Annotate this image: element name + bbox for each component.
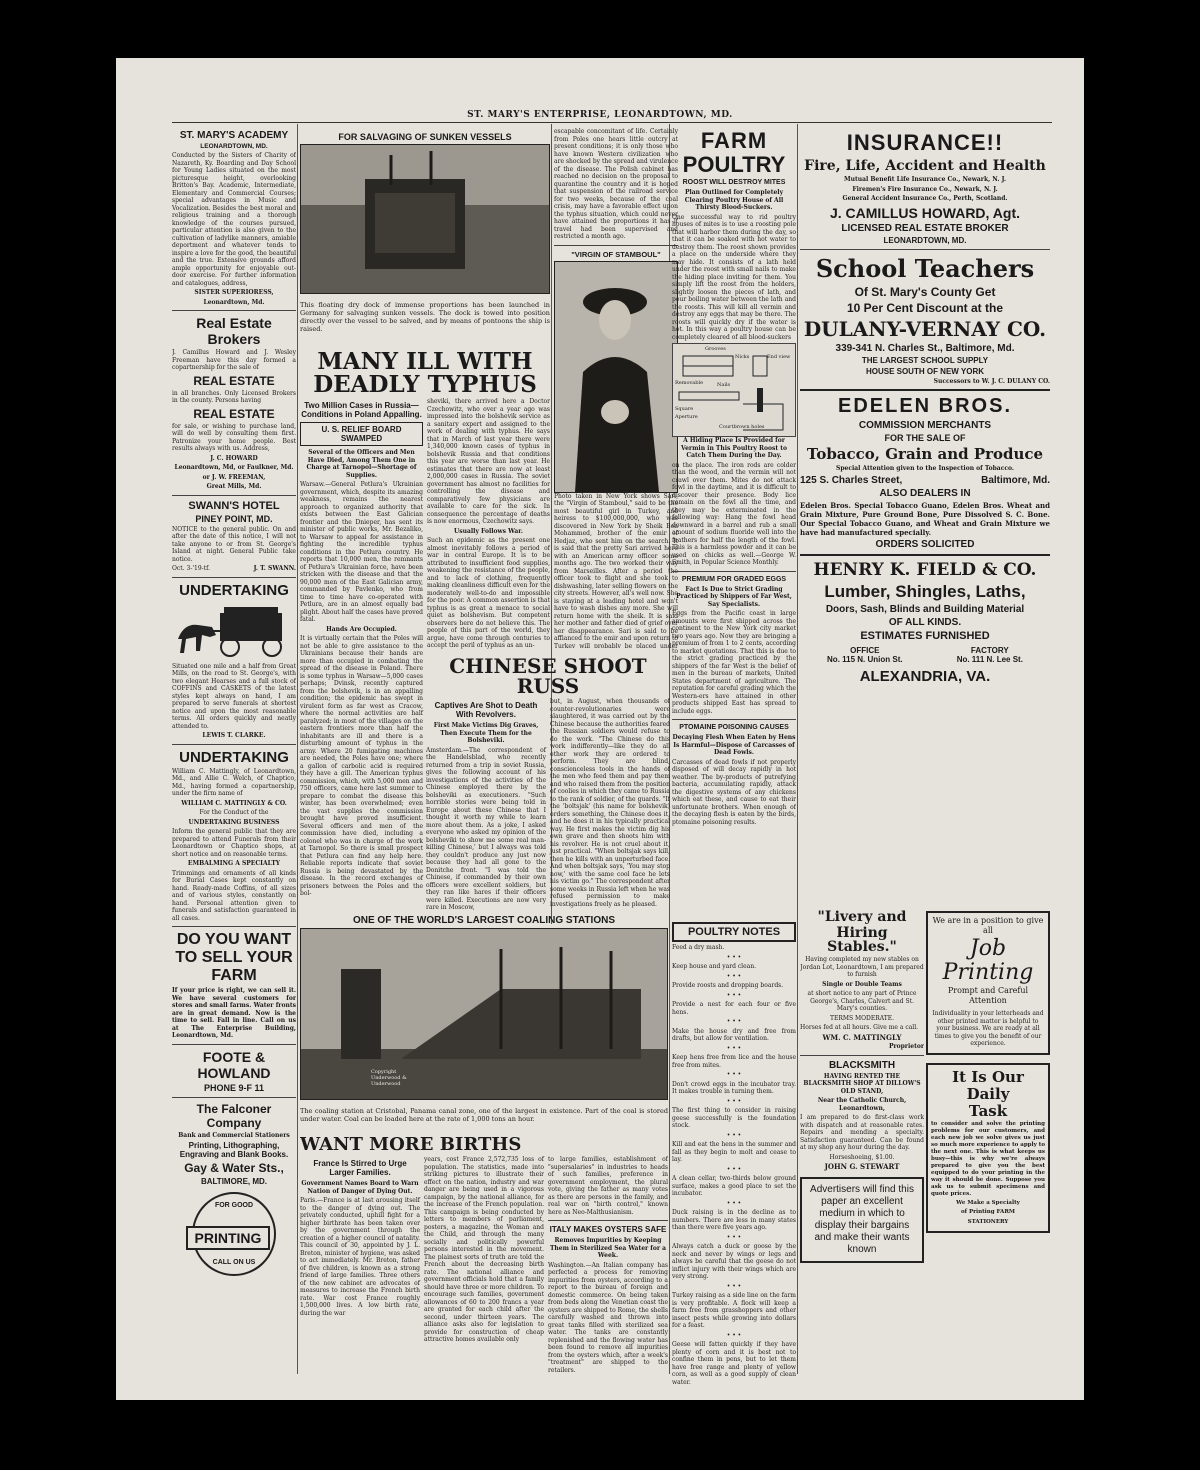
births-body3: to large families, establishment of "supersalaries" in industries to heads of such families, preference in government employment, the plural vote, giving the father as many votes as there are persons in the family, and real war on "birth control," known here as Neo-Malthusianism. [548,1156,668,1216]
daily-task-foot: STATIONERY [967,1218,1009,1225]
note-separator: • • • [726,1071,742,1078]
academy-sign-place: Leonardtown, Md. [203,298,265,306]
undertaking2-title: UNDERTAKING [179,748,289,766]
falconer-title: The Falconer Company [196,1101,272,1130]
field-city: ALEXANDRIA, VA. [859,667,991,685]
livery-column [800,908,924,1388]
livery-body: Having completed my new stables on Jordan Lot, Leonardtown, I am prepared to furnish [800,956,924,978]
insurance-title: INSURANCE!! [846,130,1004,155]
poultry-note: Make the house dry and free from drafts, but allow for ventilation. [672,1027,796,1042]
real-estate-title: Real Estate Brokers [196,315,272,347]
real-estate-addr: Great Mills, Md. [206,483,262,490]
edelen-special: Special Attention given to the Inspection of Tobacco. [836,465,1014,472]
salvage-photo [300,144,550,294]
poultry-note: Geese will fatten quickly if they have plenty of corn and it is best not to confine them in pens, but to let them have free range and plenty of yellow corn, as well as a good supply of clean water. [672,1341,796,1386]
roost-figure [672,343,796,437]
typhus-relief: U. S. RELIEF BOARD SWAMPED [300,422,423,446]
note-separator: • • • [726,1097,742,1105]
fig-label: End view [767,354,791,360]
fig-label: Courtbrown holes [719,424,765,430]
daily-task-foot: of Printing FARM [961,1209,1015,1215]
academy-sign: SISTER SUPERIORESS, [194,289,274,296]
stamp-top: FOR GOOD [214,1202,254,1209]
roost-headline: ROOST WILL DESTROY MITES [682,179,786,186]
field-est: ESTIMATES FURNISHED [860,629,990,642]
poultry-notes-list [672,944,796,1386]
roost-sub: Plan Outlined for Completely Clearing Poultry House of All Thirsty Blood-Suckers. [684,189,784,211]
undertaking2-biz: UNDERTAKING BUSINESS [188,818,280,826]
falconer-line1: Bank and Commercial Stationers [178,1131,290,1139]
graded-headline: PREMIUM FOR GRADED EGGS [681,575,787,583]
job-line1: We are in a position to give all [932,916,1044,935]
undertaking2-body2: Inform the general public that they are prepared to attend Funerals from their Leonardtown or Chaptico shops, at short notice and on reasonable terms. [172,828,296,858]
coaling-credit [371,1069,407,1087]
livery-body3: Horses fed at all hours. Give me a call. [800,1024,919,1031]
teachers-succ: Successors to W. J. C. DULANY CO. [933,377,1050,385]
undertaking-sign: LEWIS T. CLARKE. [202,732,266,739]
falconer-line2: Printing, Lithographing, Engraving and Blank Books. [179,1141,289,1159]
blacksmith-sign: JOHN G. STEWART [824,1162,900,1171]
poultry-note: Don't crowd eggs in the incubator tray. It makes trouble in turning them. [672,1080,796,1095]
salvage-block [300,130,550,348]
teachers-house2: HOUSE SOUTH OF NEW YORK [865,366,985,376]
teachers-line1: Of St. Mary's County Get [854,284,996,299]
poultry-notes [672,920,796,1390]
note-separator: • • • [726,1282,742,1290]
births-sub: France Is Stirred to Urge Larger Families. [313,1159,407,1177]
undertaking2-for: For the Conduct of the [199,809,269,816]
poultry-note: The first thing to consider in raising geese successfully is the foundation stock. [672,1107,796,1129]
field-factory-label: FACTORY [970,645,1009,655]
typhus-war: Usually Follows War. [454,527,523,535]
note-separator: • • • [726,1331,742,1339]
undertaking-title: UNDERTAKING [179,581,289,599]
swann-date: Oct. 3-'19-tf. [172,565,210,572]
daily-task-foot: We Make a Specialty [956,1199,1020,1206]
top-rule [172,122,1052,123]
note-separator: • • • [726,1233,742,1241]
undertaking-body: Situated one mile and a half from Great Mills, on the road to St. George's, with two elegant Hearses and a full stock of COFFINS and CASKETS of the latest styles kept always on hand, I am prepared to serve funerals at shortest notice and upon the most reasonable terms. All orders quickly and neatly attended to. [172,662,296,730]
coaling-credit-line: Underwood [371,1081,401,1087]
coaling-image [301,929,667,1099]
printing-column [926,908,1050,1388]
edelen-address [800,475,1050,486]
blacksmith-body: HAVING RENTED THE BLACKSMITH SHOP AT DILLOW'S OLD STAND, [803,1072,921,1095]
edelen-title: EDELEN BROS. [837,395,1013,417]
job-big2: Printing [942,960,1034,985]
column-4-top [554,128,678,648]
oysters-body: Washington.—An Italian company has perfected a process for removing impurities from oysters, according to a report to the bureau of foreign and domestic commerce. On being taken from beds along the Venetian coast the oysters are shipped to Rome, the shells carefully washed and thrown into great tanks filled with sterilized sea water. The tanks are constantly replenished and the flowing water has been found to remove all impurities from the oysters which, after a week's "treatment" are shipped to the retailers. [548,1261,668,1374]
livery-prop: Proprietor [888,1043,924,1050]
swann-body: NOTICE to the general public. On and after the date of this notice, I will not take anyone to or from St. George's Island at night. General Public take notice. [172,525,296,563]
fig-label: Nicks [735,354,750,360]
note-separator: • • • [726,1018,742,1025]
advertisers-body: Advertisers will find this paper an excellent medium in which to display their bargains and make their wants known [810,1183,914,1255]
advertisers-box [800,1177,924,1263]
newspaper-page [116,58,1084,1400]
typhus-body2: It is virtually certain that the Poles will not be able to give assistance to the Ukrainians because their hands are more than occupied in combating the spread of the disease in Poland. There is some typhus in Warsaw—5,000 cases perhaps; Dvinsk, recently captured from the bolshevik, is in an appalling condition; the epidemic has swept in virulent form as far west as Cracow, where the normal activities are half paralyzed; in most of the villages on the eastern frontiers more than half the inhabitants are ill and there is a disturbing amount of typhus in the army. Where 20 fumigating machines are needed, the Poles have one; where a gallon of carbolic acid is required they have a gill. The American typhus commission, which, with 5,000 men and 750 officers, came here last summer to prepare to combat the disease this winter, has been overwhelmed; even the vast supplies the commission brought have proved insufficient. Several officers and men of the commission have died, including a colonel who was in charge of the work at Tarnopol. So there is small prospect that Petlura can find any help here. Reliable reports indicate that soviet Russia is being devastated by the disease. In the record exchanges of prisoners between the Poles and the bol- [300,635,423,897]
poultry-note: Keep hens free from lice and the house free from mites. [672,1054,796,1069]
poultry-note: Duck raising is in the decline as to numbers. There are less in many states than there were five years ago. [672,1209,796,1231]
livery-body2: at short notice to any part of Prince George's, Charles, Calvert and St. Mary's counties. [807,990,917,1012]
field-line3: OF ALL KINDS. [888,616,962,628]
real-estate-addr: Leonardtown, Md, or Faulkner, Md. [174,464,294,471]
undertaking2-body: William C. Mattingly, of Leonardtown, Md., and Allie C. Welch, of Chaptico, Md., having formed a copartnership, under the firm name of [172,767,296,797]
russ-article [426,654,670,910]
job-printing-box [926,911,1050,1055]
salvage-title: FOR SALVAGING OF SUNKEN VESSELS [338,132,512,142]
stamboul-title: "VIRGIN OF STAMBOUL" [571,249,661,259]
blacksmith-near: Near the Catholic Church, Leonardtown, [817,1097,907,1112]
roost-fig-caption: A Hiding Place Is Provided for Vermin in This Poultry Roost to Catch Them During the Day. [681,437,787,459]
hearse-illustration [172,601,296,659]
academy-body: Conducted by the Sisters of Charity of Nazareth, Ky. Boarding and Day School for Young Ladies situated on the most picturesque height, overlooking Britton's Bay. Academic, Intermediate, Elementary and Commercial Courses; special advantages in Music and Vocalization. Besides the best moral and religious training and a thorough knowledge of the courses pursued, particular attention is also given to the cultivation of ladylike manners, amiable deportment and whatever tends to inspire a love for the good, the beautiful and the true. Extensive grounds afford ample opportunity for enjoyable out-door exercise. For further information and catalogues, address, [172,152,296,287]
falconer-city: BALTIMORE, MD. [200,1177,268,1186]
field-line1: Lumber, Shingles, Laths, [824,581,1026,601]
column-1 [172,128,296,1378]
births-headline: WANT MORE BIRTHS [300,1134,522,1155]
job-line2: Prompt and Careful Attention [947,986,1029,1005]
portrait-image [555,262,677,492]
daily-task-box [926,1063,1050,1234]
column-rule [297,124,298,1374]
teachers-firm: DULANY-VERNAY CO. [803,316,1047,341]
field-office-label: OFFICE [850,645,880,655]
coaling-credit-line: Underwood & [371,1075,407,1081]
note-separator: • • • [726,1131,742,1139]
field-office [827,646,903,664]
livery-title1: "Livery and [817,909,907,925]
job-big1: Job [969,936,1007,961]
insurance-co: Mutual Benefit Life Insurance Co., Newark, N. J. [843,176,1007,183]
coaling-photo [300,928,668,1100]
roost-body: One successful way to rid poultry houses of mites is to use a roosting pole that will harbor them during the day, so that it can be soaked with hot water to destroy them. The roost shown provides a place on the underside where they may hide. It consists of a lath held under the roost with small nails to make the hiding place inviting for them. You simply lift the roost from the holders, slightly loosen the pieces of lath, and pour boiling water between the lath and the roosts. This will kill all vermin and destroy any eggs that may be there. The roosts will quickly dry if the water is hot. In this way a poultry house can be completely cleared of all blood-suckers [672,213,796,341]
stamp-word: PRINTING [186,1226,270,1250]
field-office-addr: No. 115 N. Union St. [827,654,903,664]
blacksmith-price: Horseshoeing, $1.00. [829,1153,895,1161]
note-separator: • • • [726,1165,742,1173]
edelen-orders: ORDERS SOLICITED [875,538,975,550]
insurance-co: Firemen's Fire Insurance Co., Newark, N. J. [852,185,998,193]
note-separator: • • • [726,1199,742,1207]
livery-title2: Hiring Stables." [827,925,897,955]
teachers-title: School Teachers [815,253,1035,283]
graded-sub: Fact Is Due to Strict Grading Practiced by Shippers of Far West, Say Specialists. [676,585,792,608]
russ-body2: but, in August, when thousands of counter-revolutionaries were slaughtered, it was carried out by the Chinese because the authorities feared the Russian soldiers would refuse to do the work. "The Chinese do this work indifferently—like they do all other work they are ordered to perform. They are blind, conscienceless tools in the hands of the men who feed them and pay them and who raised them from the position of coolies in which they came to Russia to the rank of soldier, of the guards. "If the 'boltsjak' (his name for bolshevik) orders something, the Chinese does it, and he does it in his typically practical way. He first makes the victim dig his own grave and then shoots him with his revolver. He is not cruel about it, just practical. "When boltsjak says kill, then he kills with an unperturbed face. And when boltsjak says, 'You may stop now,' with the same cool face he lets his victim go." The correspondent after some weeks in Russia left when he was refused permission to make investigations freely as he pleased. [550,698,670,908]
poultry-note: Turkey raising as a side line on the farm is very profitable. A flock will keep a farm free from grasshoppers and other insect pests while growing into dollars for a feast. [672,1292,796,1329]
poultry-logo: POULTRY [682,152,786,177]
edelen-city: Baltimore, Md. [981,474,1050,486]
note-separator: • • • [726,1044,742,1052]
livery-terms: TERMS MODERATE. [829,1014,895,1022]
births-body2: years, cost France 2,572,735 loss of population. The statistics, made into striking pictures to illustrate their effect on the nation, industry and war danger are being used in a vigorous campaign, by the national alliance, for the increase of the French population. This campaign is being conducted by letters to members of parliament, posters, a magazine, the Woman and the Child, and through the many socially and politically powerful persons interested in the movement. The plainest sorts of truth are told the French about the decreasing birth rate. The national alliance and government officials hold that a family should have three or more children. To encourage such families, government allowances of 60 to 200 francs a year are granted for each child after the second, under thirteen years. The alliance asks also for legislation to provide for construction of cheap attractive homes available only [424,1156,544,1343]
poultry-note: Keep house and yard clean. [672,963,756,970]
academy-title: ST. MARY'S ACADEMY [179,130,289,141]
swann-sign: J. T. SWANN. [253,565,296,572]
fig-label: Removable [675,380,704,386]
real-estate-h2: REAL ESTATE [193,406,275,421]
typhus-headline: MANY ILL WITH DEADLY TYPHUS [313,348,537,398]
births-deck: Government Names Board to Warn Nation of Danger of Dying Out. [301,1180,419,1195]
insurance-place: LEONARDTOWN, MD. [883,235,967,245]
births-article [300,1134,668,1384]
ptomaine-headline: PTOMAINE POISONING CAUSES [679,724,789,731]
insurance-broker: LICENSED REAL ESTATE BROKER [841,222,1009,234]
field-line2: Doors, Sash, Blinds and Building Material [825,603,1025,615]
falconer-addr: Gay & Water Sts., [184,1161,284,1175]
oysters-headline: ITALY MAKES OYSTERS SAFE [549,1225,667,1234]
poultry-notes-title: POULTRY NOTES [672,922,796,942]
coaling-caption: The coaling station at Cristobal, Panama canal zone, one of the largest in existence. Part of the coal is stored under water. Coal can be loaded here at the rate of 1,000 tons an hour. [300,1106,668,1123]
edelen-addr: 125 S. Charles Street, [800,474,903,486]
foote-phone: PHONE 9-F 11 [203,1082,265,1093]
academy-place: LEONARDTOWN, MD. [200,143,268,150]
poultry-note: Provide a nest for each four or five hens. [672,1001,796,1016]
stamp-bottom: CALL ON US [212,1259,256,1266]
ptomaine-sub: Decaying Flesh When Eaten by Hens Is Harmful—Dispose of Carcasses of Dead Fowls. [672,734,796,756]
stamboul-caption: Photo taken in New York shows Sari, the "Virgin of Stamboul," said to be the most beautiful girl in Turkey, and heiress to $100,000,000, who was discovered in New York by Sheik Ben Mohammed, brother of the emir of Hedjaz, who sent him on the search. It is said that the pretty Sari arrived here with an American army officer some months ago. The two worked their way from Marseilles. After a period the officer took to flight and she took to dishwashing, later selling flowers on the city streets. However, all's well now. She is staying at a leading hotel and won't have to wash dishes any more. She will return home with the sheik. It is said her mother and father died of grief over her disappearance. Sari is said to be affianced to the emir and upon return to Turkey will probably be placed under [554,492,678,648]
stamboul-photo [554,261,678,493]
edelen-line2: FOR THE SALE OF [884,433,966,443]
blacksmith-title: BLACKSMITH [828,1059,896,1071]
edelen-goods: Tobacco, Grain and Produce [806,445,1044,463]
poultry-note: Provide roosts and dropping boards. [672,982,784,989]
russ-body1: Amsterdam.—The correspondent of the Handelsblad, who recently returned from a trip in soviet Russia, gives the following account of his investigations of the activities of the Chinese employed there by the bolsheviki as executioners. "Such horrible stories were being told in Europe about these Chinese that I thought it worth my while to learn more about them. As a joke, I asked everyone who asked my opinion of the bolsheviki to show me some real man-killing Chinese,' but I always was told they couldn't produce any just now because they had all gone to the Donitche front. "I was told the Chinese, if commanded by their own officers were excellent soldiers, but they ran like hares if their officers were killed. Executions are now very rare in Moscow, [426,746,546,910]
sell-farm-title: DO YOU WANT TO SELL YOUR FARM [175,931,293,984]
russ-sub: Captives Are Shot to Death With Revolvers. [434,701,538,719]
undertaking2-body3: Trimmings and ornaments of all kinds for Burial Cases kept constantly on hand. Ready-made Coffins, of all sizes and of various styles, constantly on hand. Personal attention given to funerals and satisfaction guaranteed in all cases. [172,869,296,922]
real-estate-body2: in all branches. Only Licensed Brokers in the county. Persons having [172,389,296,404]
poultry-note: Kill and eat the hens in the summer and fall as they begin to molt and cease to lay. [672,1141,796,1163]
poultry-note: Feed a dry mash. [672,944,725,951]
sell-farm-body: If your price is right, we can sell it. We have several customers for stores and small farms. Water fronts are in great demand. Now is the time to sell. Fall in line. Call on us at The Enterprise Building, Leonardtown, Md. [172,987,296,1039]
teachers-house1: THE LARGEST SCHOOL SUPPLY [861,355,989,365]
real-estate-addr: or J. W. FREEMAN, [202,473,266,481]
field-factory-addr: No. 111 N. Lee St. [956,654,1023,664]
livery-sign: WM. C. MATTINGLY [822,1032,902,1042]
fig-label: Square Aperture [675,406,698,420]
job-body: Individuality in your letterheads and other printed matter is helpful to your business. We are ready at all times to give you the benefit of our experience. [932,1010,1044,1047]
note-separator: • • • [726,972,742,980]
note-separator: • • • [726,953,742,961]
coaling-title: ONE OF THE WORLD'S LARGEST COALING STATIONS [352,915,615,926]
insurance-sub: Fire, Life, Accident and Health [804,158,1046,174]
edelen-line1: COMMISSION MERCHANTS [858,420,992,431]
column-6 [800,128,1050,908]
births-body1: Paris.—France is at last arousing itself to the danger of dying out. The privately conducted, uphill fight for a higher birthrate has been taken over by the government through the creation of a higher council of natality. This council of 30, appointed by J. L. Breton, minister of hygiene, was asked to act immediately. Mr. Breton, father of five children, is known as a strong friend of large families. Three others of the new cabinet are advocates of measures to increase the French birth rate. War cost France roughly 1,500,000 lives. A low birth rate, during the war [300,1197,420,1317]
real-estate-h1: REAL ESTATE [193,373,275,388]
coaling-block [300,913,668,1133]
typhus-hands: Hands Are Occupied. [326,625,397,633]
fig-label: Grooves [705,346,726,352]
typhus-cont-body: escapable concomitant of life. Certainly from Poles one hears little outcry at present conditions; it is only those who have known Western civilization who are shocked by the spread and virulence of the disease. The Polish cabinet has reached no decision on the proposal to quarantine the country and it is hoped that suspension of the railroad service for two weeks, because of the coal crisis, may have a favorable effect upon the typhus situation, which could never have attained the proportions it has if travel had been supervised and restricted a month ago. [554,128,678,240]
blacksmith-body2: I am prepared to do first-class work with dispatch and at reasonable rates. Repairs and mending a specialty. Satisfaction guaranteed. Can be found at my shop any hour during the day. [800,1114,924,1151]
farm-poultry-column [672,128,796,908]
ptomaine-body: Carcasses of dead fowls if not properly disposed of will decay rapidly in hot weather. The by-products of putrefying bacteria, accumulating rapidly, attack the digestive systems of any chickens which eat these, and cause to eat their unfortunate brothers. When enough of the decaying flesh is eaten by the birds, ptomaine poisoning results. [672,758,796,826]
note-separator: • • • [726,991,742,999]
edelen-also: ALSO DEALERS IN [879,487,971,499]
printing-stamp [192,1192,276,1276]
graded-body: Eggs from the Pacific coast in large amounts were first shipped across the continent to the New York city market two years ago. Now they are bringing a premium of from 1 to 2 cents, according to market quotations. That this is due to the strict grading practiced by the shippers of the far West is the belief of men in the bureau of markets, United States department of agriculture. The reputation for careful grading which the Western-ers have attained in other products shipped East has spread to include eggs. [672,610,796,715]
column-rule [797,124,798,1374]
daily-task-body: to consider and solve the printing problems for our customers, and each new job we solve gives us just so much more experience to apply to the next one. This is what keeps us busy—this is why we're always prepared to give you the best equipped to do your printing in the way it should be done. Suppose you ask us to submit specimens and quote prices. [931,1120,1045,1197]
poultry-note: A clean cellar, two-thirds below ground surface, makes a good place to set the incubator. [672,1175,796,1197]
daily-task-title2: Daily [966,1084,1010,1103]
swann-place: PINEY POINT, MD. [195,513,273,524]
swann-title: SWANN'S HOTEL [188,499,280,512]
typhus-body4: Such an epidemic as the present one almost inevitably follows a period of war in central Europe. It is to be attributed to insufficient food supplies, weakening the resistance of the people, and to lack of clothing, frequently making cleanliness difficult even for the moderately well-to-do and impossible for the poor. A common assertion is that typhus is as great a menace to social quiet as bolshevism. But competent observers here do not believe this. The people of this part of the world, they argue, have come through centuries to accept the peril of typhus as an un- [427,537,550,649]
real-estate-body1: J. Camillus Howard and J. Wesley Freeman have this day formed a copartnership for the sale of [172,349,296,371]
field-factory [957,646,1023,664]
drydock-image [301,145,549,293]
typhus-body3: sheviki, there arrived here a Doctor Czechowitz, who over a year ago was impressed into the bolshevik service as a sanitary expert and assigned to the work of dealing with typhus. He says that in March of last year there were 1,340,000 known cases of typhus in bolshevik Russia and that conditions this year are worse than last year. He estimates that there are now at least 2,000,000 cases in Russia. The soviet government has almost no facilities for controlling the disease and comparatively few physicians are available to care for the sick. In consequence the percentage of deaths is now enormous, Czechowitz says. [427,398,550,525]
fig-label: Nails [717,382,731,388]
undertaking2-firm: WILLIAM C. MATTINGLY & CO. [181,799,287,807]
field-locations [800,644,1050,666]
insurance-co: General Accident Insurance Co., Perth, Scotland. [842,195,1008,202]
russ-headline: CHINESE SHOOT RUSS [449,654,647,698]
teachers-addr: 339-341 N. Charles St., Baltimore, Md. [835,342,1015,354]
typhus-deck: Several of the Officers and Men Have Died, Among Them One in Charge at Tarnopol—Shortage of Supplies. [306,449,417,479]
roost-body2: on the place. The iron rods are colder than the wood, and the vermin will not crawl over them. Mites do not attack fowl in the daytime, and it is difficult to discover their presence. Body lice remain on the fowl all the time, and they may be exterminated in the following way: Hang the fowl head downward in a barrel and rub a small amount of sodium fluoride well into the feathers for half the length of the fowl. This is a harmless powder and it can be used on chicks as well.—George W. Smith, in Popular Science Monthly. [672,461,796,566]
poultry-note: Always catch a duck or goose by the neck and never by wings or legs and always be careful that the geese do not inflict injury with their wings which are very strong. [672,1243,796,1280]
salvage-caption: This floating dry dock of immense proportions has been launched in Germany for salvaging sunken vessels. The dock is towed into position directly over the vessel to be salved, and by means of pontoons the ship is raised. [300,300,550,333]
russ-deck: First Make Victims Dig Graves, Then Execute Them for the Bolsheviki. [433,722,539,744]
typhus-body1: Warsaw.—General Petlura's Ukrainian government, which, despite its amazing weakness, remains the nearest approach to organized authority that exists between the East Galician frontier and the Dnieper, has sent its minister of public works, Mr. Bezaliko, to Warsaw to appeal for assistance in fighting the incredible typhus conditions in the Petlura country. He reports that 10,000 men, the remnants of Petlura's Ukrainian force, have been stricken with the disease and that the 90,000 men of the East Galician army, commanded by Pavlenko, who from time to time have co-operated with Petlura, are in an almost equally bad plight. About half the cases have proved fatal. [300,481,423,623]
real-estate-body3: for sale, or wishing to purchase land, will do well by consulting them first. Patronize your home people. Best results always with us. Address, [172,422,296,452]
coaling-credit-line: Copyright [371,1069,397,1075]
foote-title: FOOTE & HOWLAND [197,1048,271,1081]
field-title: HENRY K. FIELD & CO. [813,559,1037,580]
running-head: ST. MARY'S ENTERPRISE, LEONARDTOWN, MD. [467,110,733,120]
edelen-body: Edelen Bros. Special Tobacco Guano, Edelen Bros. Wheat and Grain Mixture, Pure Ground Bone, Pure Dissolved S. C. Bone. Our Special Tobacco Guano, and Wheat and Grain Mixture we have had manufactured specially. [800,500,1050,537]
swann-footer [172,565,296,573]
real-estate-addr: J. C. HOWARD [210,454,258,462]
undertaking2-emb: EMBALMING A SPECIALTY [187,860,281,867]
livery-teams: Single or Double Teams [822,980,902,988]
insurance-agent: J. CAMILLUS HOWARD, Agt. [829,204,1021,221]
typhus-sub: Two Million Cases in Russia—Conditions in Poland Appalling. [301,401,422,419]
daily-task-title3: Task [968,1101,1008,1120]
farm-logo: FARM [700,128,768,153]
oysters-sub: Removes Impurities by Keeping Them in Sterilized Sea Water for a Week. [549,1237,667,1259]
daily-task-title1: It Is Our [952,1067,1024,1086]
teachers-line2: 10 Per Cent Discount at the [846,300,1004,315]
